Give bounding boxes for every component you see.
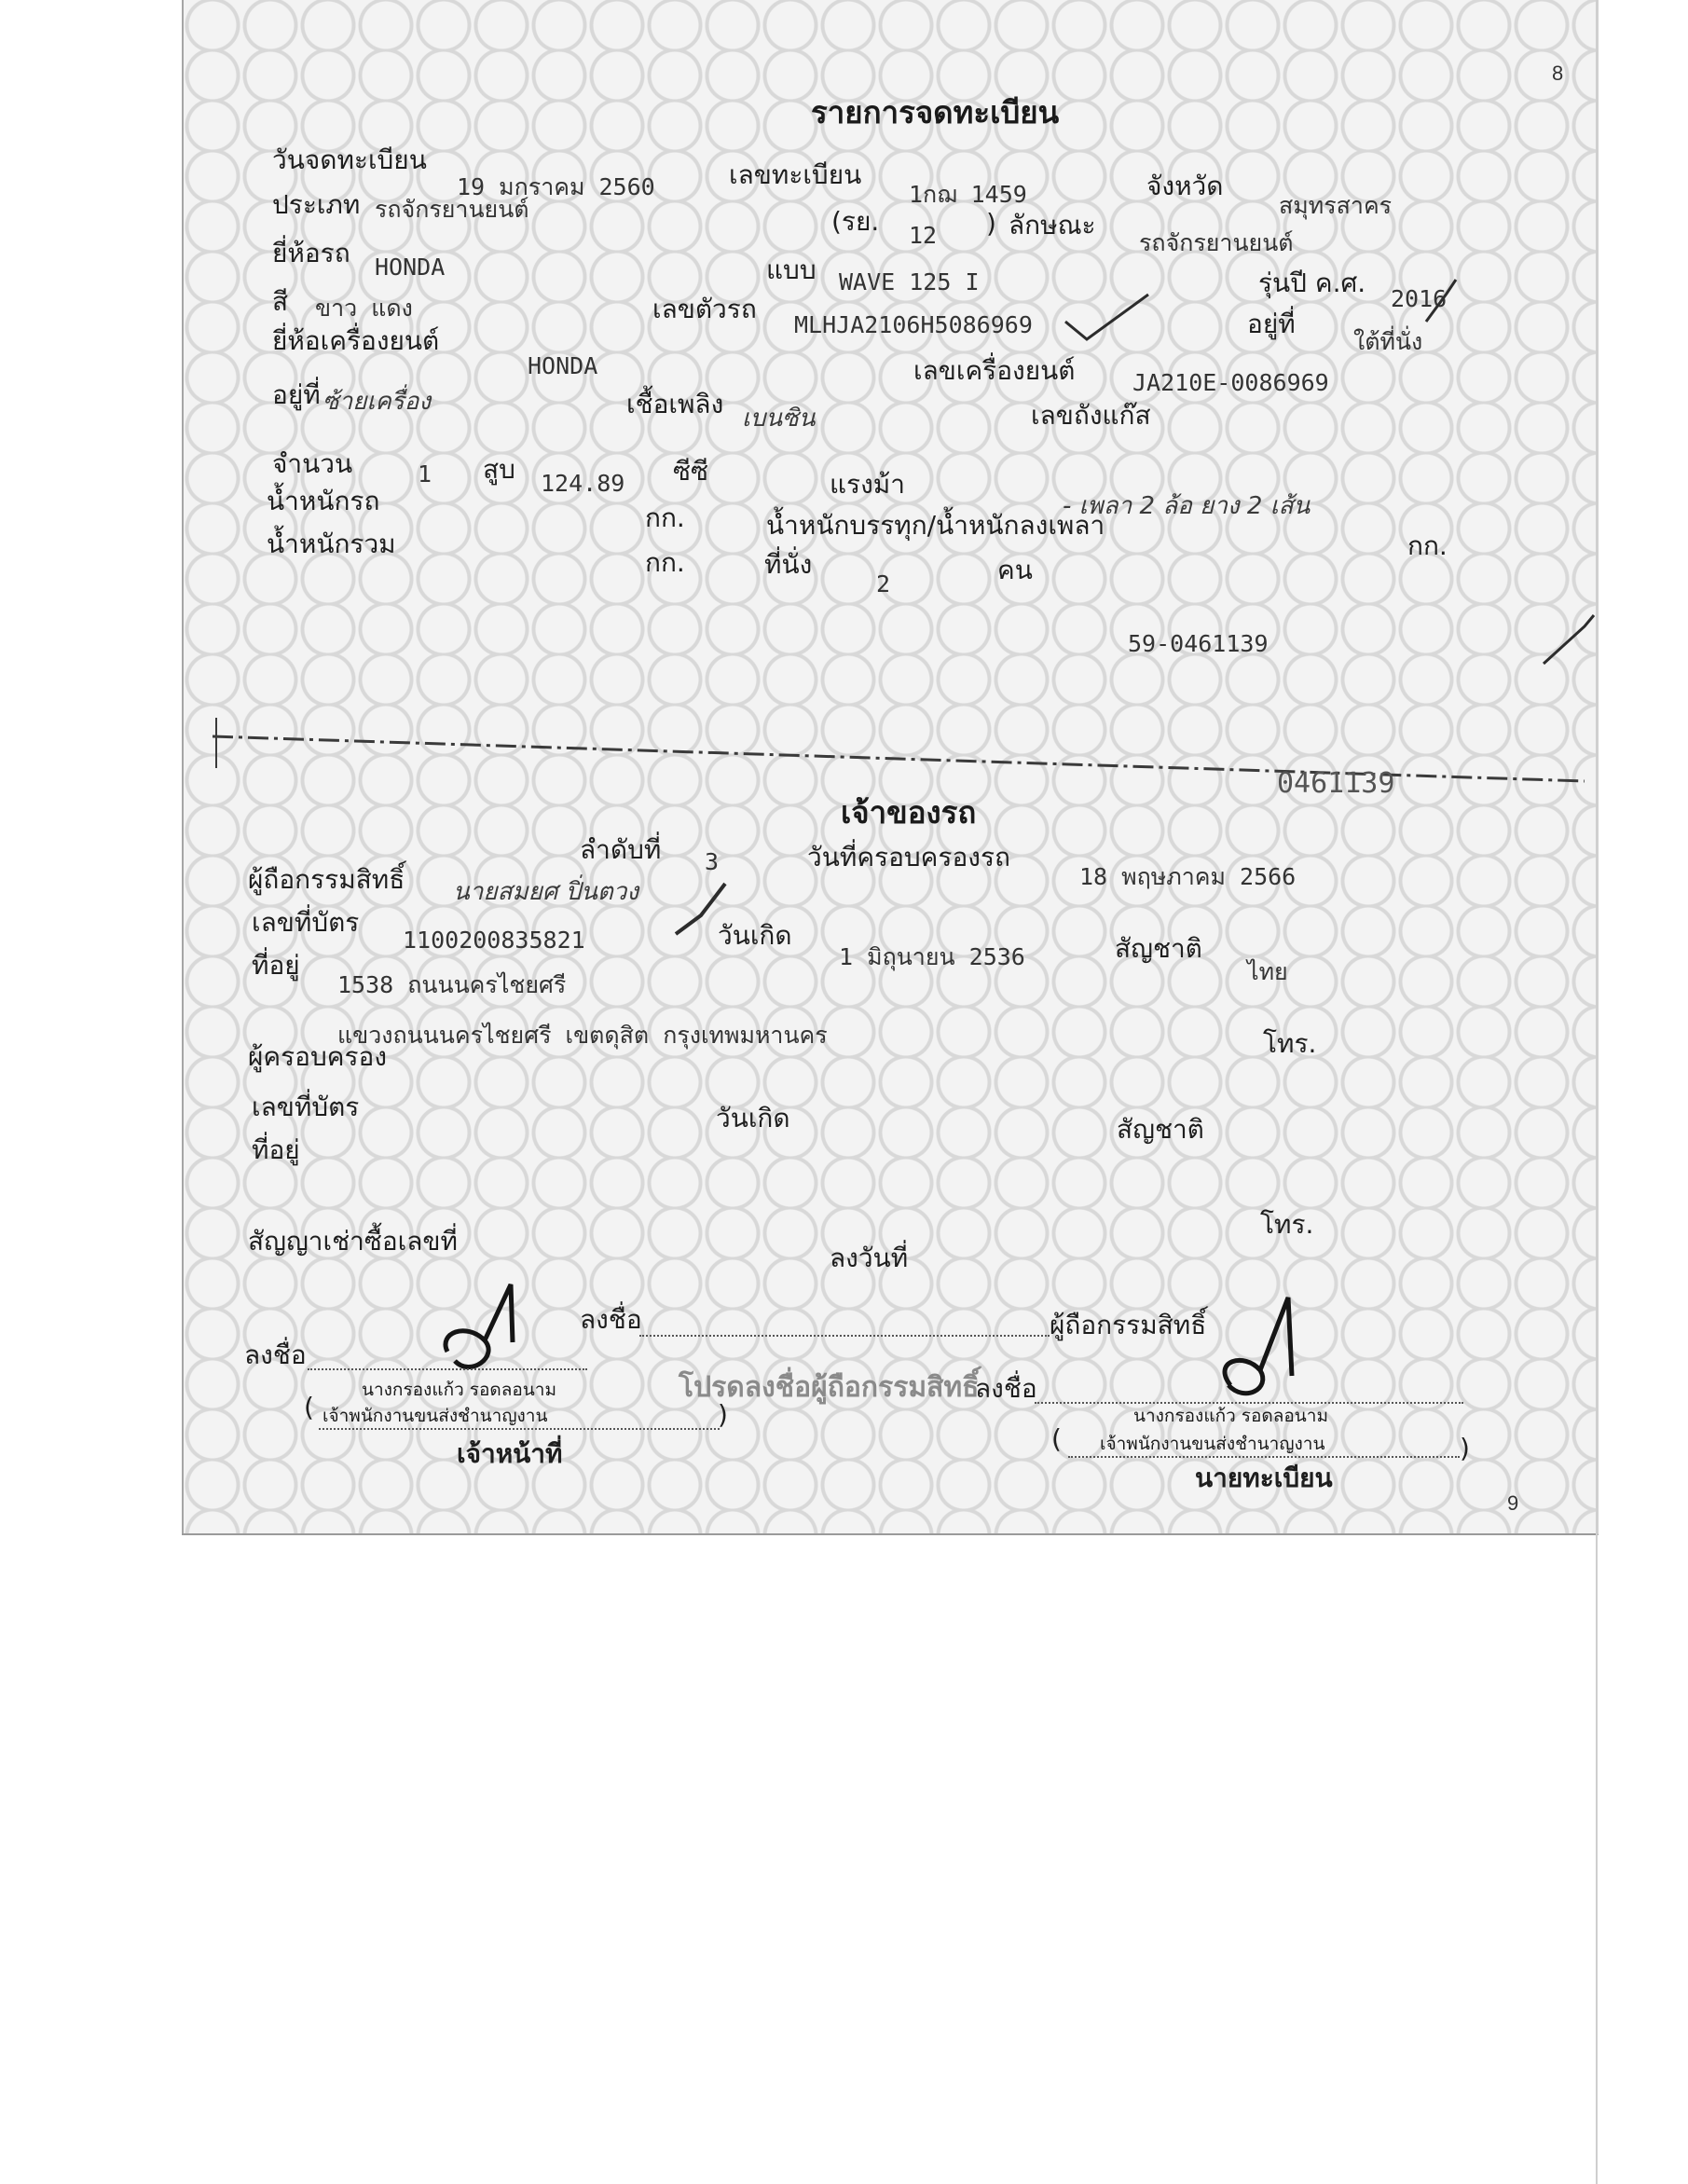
- holder-id-value: 1100200835821: [403, 927, 585, 954]
- officer-name: นางกรองแก้ว รอดลอนาม: [362, 1380, 556, 1400]
- registration-heading: รายการจดทะเบียน: [811, 94, 1060, 130]
- vehicle-weight-unit: กก.: [645, 502, 685, 533]
- possessor-dob-label: วันเกิด: [716, 1103, 790, 1133]
- engine-location-value: ซ้ายเครื่อง: [323, 388, 432, 416]
- color-value: ขาว แดง: [315, 295, 413, 322]
- possessor-tel-label: โทร.: [1260, 1209, 1314, 1240]
- registrar-role: นายทะเบียน: [1195, 1463, 1333, 1493]
- registrar-name: นางกรองแก้ว รอดลอนาม: [1133, 1406, 1328, 1426]
- gross-weight-label: น้ำหนักรวม: [267, 529, 396, 559]
- year-value: 2016: [1391, 285, 1448, 312]
- brand-label: ยี่ห้อรถ: [272, 238, 350, 268]
- load-weight-unit: กก.: [1407, 530, 1448, 561]
- officer-paren-open: (: [304, 1392, 314, 1422]
- fuel-value: เบนซิน: [742, 405, 816, 433]
- gross-weight-unit: กก.: [645, 547, 685, 578]
- holder-name: นายสมยศ ปิ่นตวง: [453, 878, 639, 906]
- holder-role-label: ผู้ถือกรรมสิทธิ์: [1050, 1310, 1207, 1340]
- sign-line-mid: [639, 1335, 1050, 1337]
- possession-date-label: วันที่ครอบครองรถ: [807, 842, 1010, 872]
- model-label: แบบ: [766, 254, 817, 285]
- fuel-label: เชื้อเพลิง: [626, 389, 724, 419]
- possessor-id-label: เลขที่บัตร: [252, 1092, 360, 1122]
- load-weight-label: น้ำหนักบรรทุก/น้ำหนักลงเพลา: [766, 510, 1105, 541]
- sign-label-left: ลงชื่อ: [244, 1339, 307, 1370]
- holder-dob-label: วันเกิด: [718, 920, 792, 951]
- cylinder-label: จำนวน: [272, 448, 353, 479]
- reg-date-label: วันจดทะเบียน: [272, 144, 427, 175]
- sign-label-right: ลงชื่อ: [975, 1373, 1037, 1404]
- reg-date-value: 19 มกราคม 2560: [457, 173, 655, 200]
- axle-note: - เพลา 2 ล้อ ยาง 2 เส้น: [1063, 492, 1311, 520]
- signature-registrar: [1225, 1298, 1292, 1394]
- cc-unit: ซีซี: [673, 456, 709, 487]
- sign-line-left: [308, 1368, 587, 1370]
- page-number-bottom: 9: [1507, 1491, 1519, 1515]
- signed-date-label: ลงวันที่: [830, 1243, 909, 1273]
- registrar-name-line: [1068, 1456, 1460, 1458]
- year-label: รุ่นปี ค.ศ.: [1258, 268, 1366, 298]
- officer-name-line: [319, 1428, 720, 1430]
- ry-open: (รย.: [831, 206, 880, 237]
- sign-label-mid: ลงชื่อ: [580, 1304, 642, 1335]
- model-value: WAVE 125 I: [839, 268, 980, 295]
- engine-brand-label: ยี่ห้อเครื่องยนต์: [272, 325, 440, 356]
- cylinder-unit: สูบ: [483, 454, 515, 485]
- engine-brand-value: HONDA: [528, 352, 598, 379]
- cylinder-value: 1: [418, 460, 432, 488]
- holder-address-line1: 1538 ถนนนครไชยศรี: [337, 971, 567, 998]
- officer-paren-close: ): [718, 1399, 728, 1430]
- vehicle-type-value: รถจักรยานยนต์: [375, 196, 529, 223]
- engine-no-value: JA210E-0086969: [1132, 369, 1329, 396]
- vehicle-type-label: ประเภท: [272, 189, 361, 220]
- reg-no-value: 1กฌ 1459: [909, 181, 1027, 208]
- holder-address-line2: แขวงถนนนครไชยศรี เขตดุสิต กรุงเทพมหานคร: [337, 1022, 828, 1049]
- perforation-number: 0461139: [1277, 767, 1395, 800]
- reg-no-label: เลขทะเบียน: [729, 159, 862, 190]
- style-value: รถจักรยานยนต์: [1139, 229, 1294, 256]
- possessor-address-label: ที่อยู่: [252, 1134, 300, 1165]
- engine-no-label: เลขเครื่องยนต์: [913, 355, 1076, 386]
- holder-label: ผู้ถือกรรมสิทธิ์: [248, 864, 405, 895]
- engine-location-label: อยู่ที่: [272, 379, 321, 410]
- gas-tank-label: เลขถังแก๊ส: [1031, 400, 1151, 431]
- chassis-label: เลขตัวรถ: [652, 294, 757, 324]
- serial-number: 59-0461139: [1128, 630, 1269, 657]
- ry-close: ): [986, 208, 996, 239]
- holder-nationality-value: ไทย: [1247, 958, 1288, 985]
- check-mark-icon: [1426, 280, 1456, 322]
- order-value: 3: [705, 848, 720, 875]
- order-label: ลำดับที่: [580, 834, 662, 865]
- officer-role: เจ้าหน้าที่: [457, 1438, 563, 1469]
- owner-heading: เจ้าของรถ: [841, 794, 977, 831]
- style-label: ลักษณะ: [1009, 210, 1096, 240]
- registrar-paren-close: ): [1460, 1433, 1470, 1463]
- province-label: จังหวัด: [1146, 171, 1224, 201]
- ry-value: 12: [909, 222, 938, 249]
- sign-line-right: [1035, 1402, 1463, 1404]
- holder-tel-label: โทร.: [1263, 1028, 1317, 1059]
- holder-nationality-label: สัญชาติ: [1115, 933, 1202, 964]
- possession-date-value: 18 พฤษภาคม 2566: [1079, 863, 1297, 890]
- province-value: สมุทรสาคร: [1279, 192, 1393, 219]
- holder-dob-value: 1 มิถุนายน 2536: [839, 943, 1025, 970]
- hire-purchase-label: สัญญาเช่าซื้อเลขที่: [248, 1226, 458, 1257]
- seats-value: 2: [876, 570, 891, 598]
- possessor-label: ผู้ครอบครอง: [248, 1041, 388, 1072]
- vehicle-weight-label: น้ำหนักรถ: [267, 486, 380, 516]
- color-label: สี: [272, 286, 289, 317]
- page-number-top: 8: [1552, 62, 1564, 85]
- check-mark-icon: [1065, 295, 1148, 339]
- possessor-nationality-label: สัญชาติ: [1117, 1114, 1204, 1145]
- chassis-value: MLHJA2106H5086969: [794, 311, 1033, 338]
- brand-value: HONDA: [375, 254, 446, 281]
- registrar-title: เจ้าพนักงานขนส่งชำนาญงาน: [1100, 1434, 1325, 1454]
- chassis-location-value: ใต้ที่นั่ง: [1353, 328, 1423, 355]
- check-mark-icon: [1544, 615, 1594, 664]
- officer-title: เจ้าพนักงานขนส่งชำนาญงาน: [323, 1406, 548, 1426]
- signature-officer: [446, 1284, 513, 1367]
- holder-id-label: เลขที่บัตร: [252, 907, 360, 938]
- stamp-text: โปรดลงชื่อผู้ถือกรรมสิทธิ์: [679, 1371, 980, 1404]
- seats-unit: คน: [997, 555, 1033, 585]
- chassis-location-label: อยู่ที่: [1247, 309, 1296, 339]
- seats-label: ที่นั่ง: [764, 549, 813, 580]
- horsepower-label: แรงม้า: [830, 469, 905, 500]
- holder-address-label: ที่อยู่: [252, 950, 300, 981]
- registrar-paren-open: (: [1051, 1423, 1062, 1454]
- cc-value: 124.89: [541, 470, 625, 497]
